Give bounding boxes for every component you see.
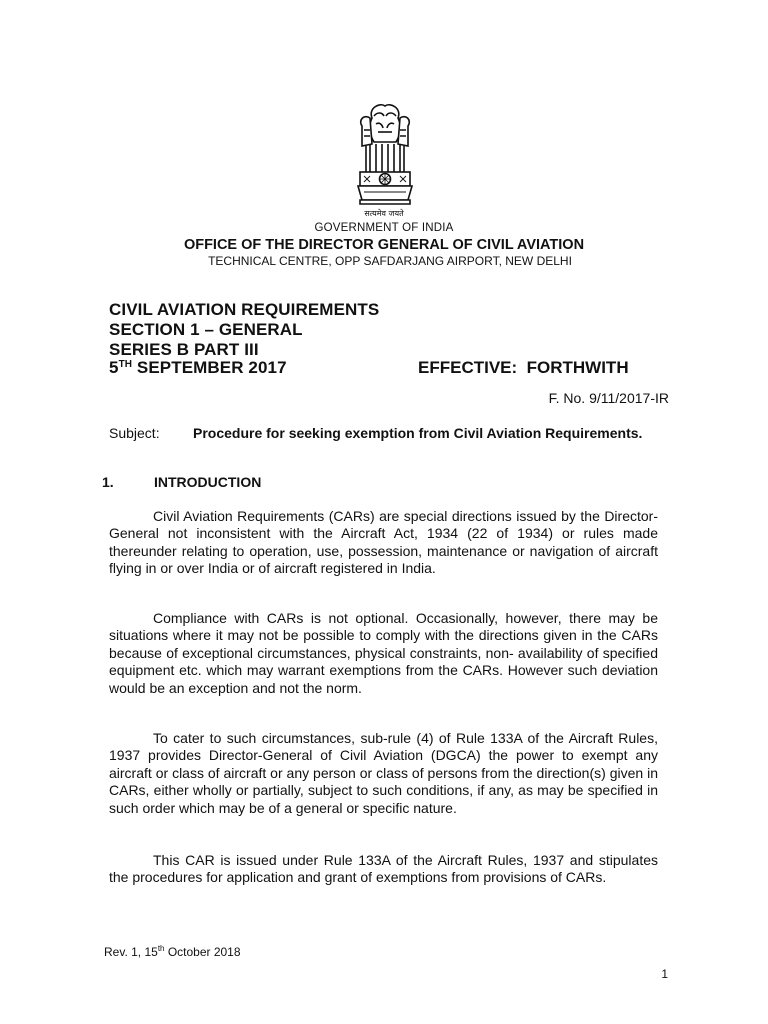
file-number: F. No. 9/11/2017-IR <box>548 390 669 406</box>
issue-date-suffix: TH <box>118 359 133 370</box>
emblem-motto: सत्यमेव जयते <box>364 209 404 218</box>
document-title: CIVIL AVIATION REQUIREMENTS <box>109 300 380 319</box>
paragraph: Civil Aviation Requirements (CARs) are special directions issued by the Director-General not inconsistent with the Aircraft Act, 1934 (22 of 1934) or rules made thereunder relating to operation, use, possession, maintenance or navigation of aircraft flying in or over India or of aircraft registered in India. <box>109 508 658 577</box>
section-number: 1. <box>102 474 114 490</box>
series-heading: SERIES B PART III <box>109 340 259 359</box>
subject-label: Subject: <box>109 425 160 441</box>
government-label: GOVERNMENT OF INDIA <box>314 222 454 234</box>
paragraph: Compliance with CARs is not optional. Occasionally, however, there may be situations where it may not be possible to comply with the directions given in the CARs because of exceptional circumstances, physical constraints, non- availability of specified equipment etc. which may warrant exemptions from the CARs. However such deviation would be an exception and not the norm. <box>109 610 658 696</box>
issue-date <box>109 358 287 378</box>
office-address: TECHNICAL CENTRE, OPP SAFDARJANG AIRPORT, NEW DELHI <box>208 254 572 268</box>
revision-suffix: th <box>157 944 165 953</box>
issue-date-rest: SEPTEMBER 2017 <box>132 358 287 377</box>
paragraph: To cater to such circumstances, sub-rule (4) of Rule 133A of the Aircraft Rules, 1937 provides Director-General of Civil Aviation (DGCA) the power to exempt any aircraft or class of aircraft or any person or class of persons from the direction(s) given in CARs, either wholly or partially, subject to such conditions, if any, as may be specified in such order which may be of a general or specific nature. <box>109 730 658 816</box>
page-number: 1 <box>661 967 668 981</box>
subject-text: Procedure for seeking exemption from Civil Aviation Requirements. <box>193 425 643 441</box>
revision-note <box>104 945 241 959</box>
effective-label: EFFECTIVE: FORTHWITH <box>418 358 629 377</box>
issue-date-day: 5 <box>109 358 119 377</box>
section-heading: SECTION 1 – GENERAL <box>109 320 303 339</box>
revision-prefix: Rev. 1, 15 <box>104 945 158 959</box>
state-emblem-icon <box>350 100 420 212</box>
office-title: OFFICE OF THE DIRECTOR GENERAL OF CIVIL AVIATION <box>183 237 585 253</box>
section-title: INTRODUCTION <box>154 474 262 490</box>
paragraph: This CAR is issued under Rule 133A of the Aircraft Rules, 1937 and stipulates the procedures for application and grant of exemptions from provisions of CARs. <box>109 852 658 886</box>
revision-rest: October 2018 <box>164 945 241 959</box>
